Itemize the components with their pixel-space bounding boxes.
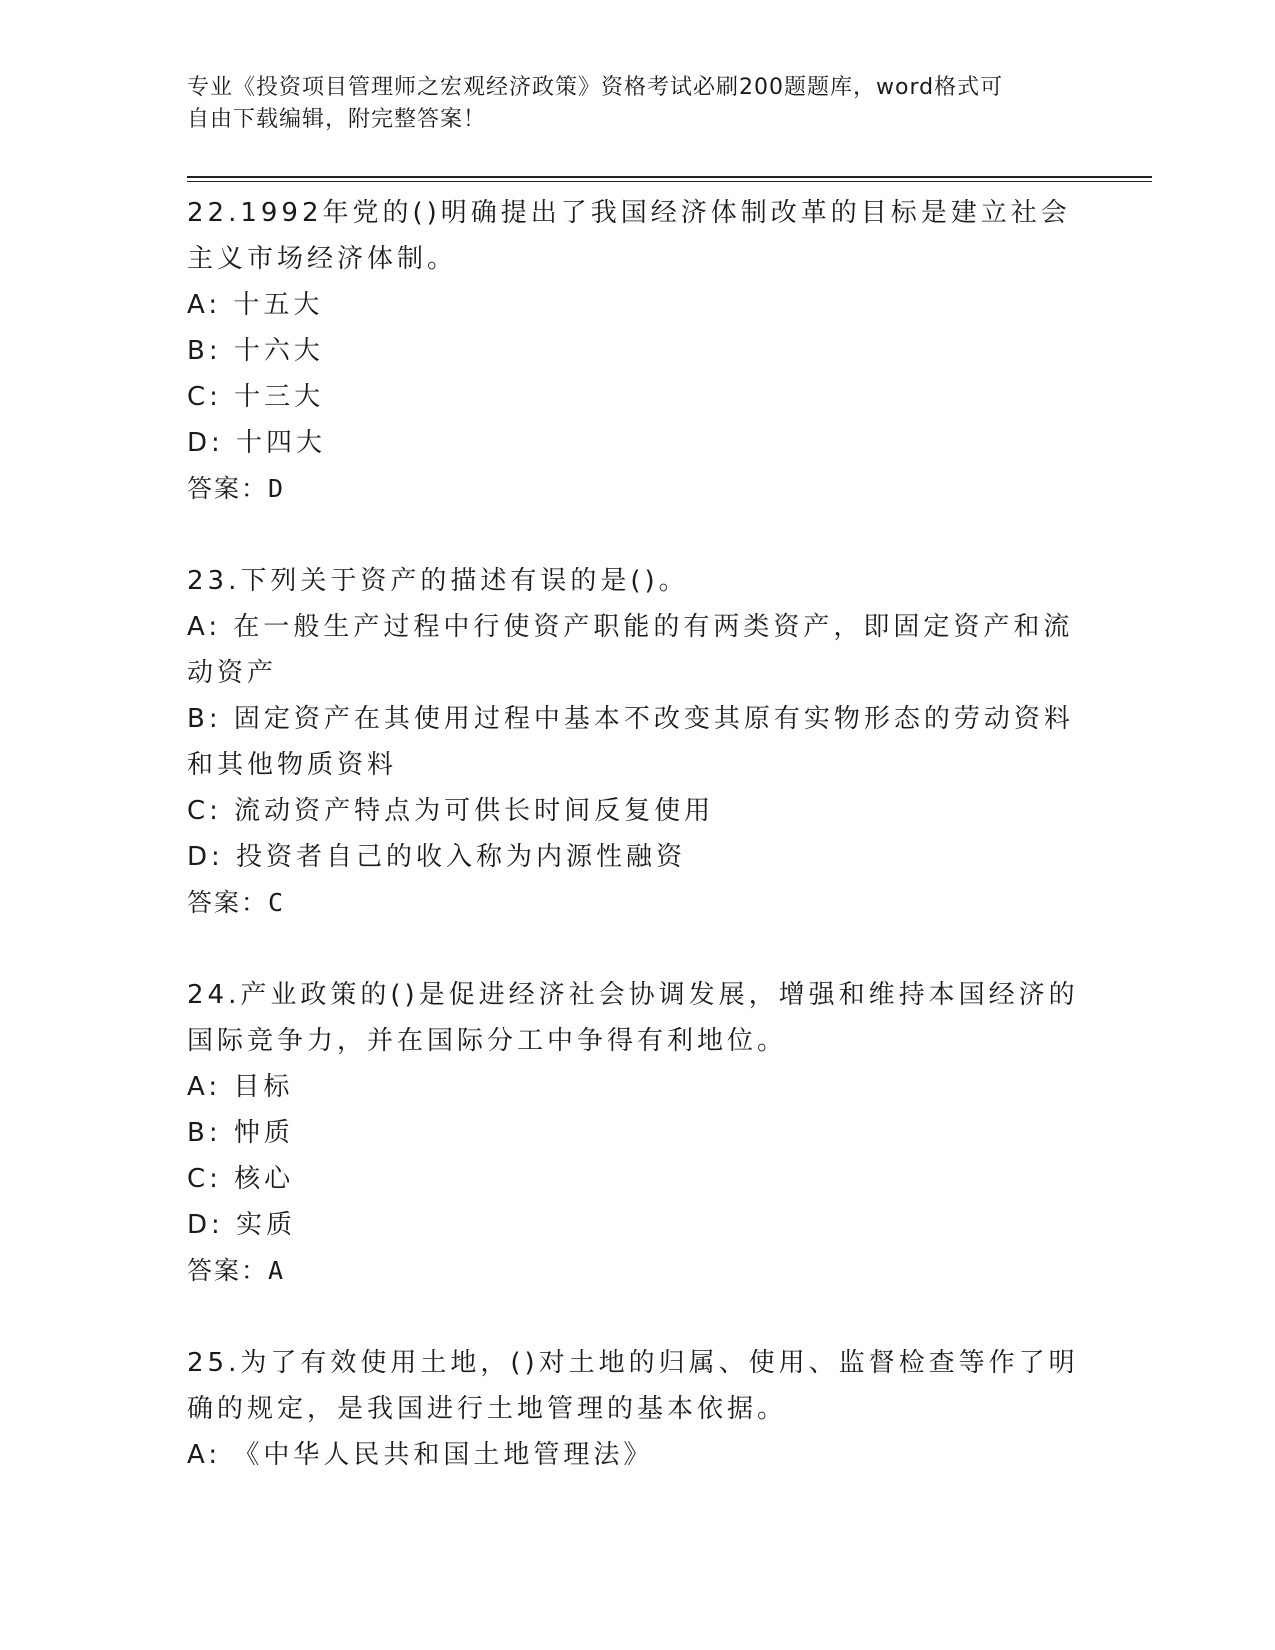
header-divider-thick xyxy=(187,176,1152,178)
option-c: C: 流动资产特点为可供长时间反复使用 xyxy=(187,796,715,826)
document-header xyxy=(187,72,1087,136)
question-25 xyxy=(187,1340,1087,1478)
option-c: C: 十三大 xyxy=(187,382,325,412)
option-b: B: 固定资产在其使用过程中基本不改变其原有实物形态的劳动资料和其他物质资料 xyxy=(187,704,1074,780)
answer-label: 答案： xyxy=(187,888,269,917)
question-stem: 22.1992年党的()明确提出了我国经济体制改革的目标是建立社会主义市场经济体制。 xyxy=(187,198,1071,274)
question-22 xyxy=(187,190,1087,512)
header-divider-thin xyxy=(187,181,1152,182)
question-stem: 25.为了有效使用土地，()对土地的归属、使用、监督检查等作了明确的规定，是我国进行土地管理的基本依据。 xyxy=(187,1348,1079,1424)
answer-value: D xyxy=(268,474,285,503)
option-b: B: 忡质 xyxy=(187,1118,294,1148)
question-stem: 24.产业政策的()是促进经济社会协调发展，增强和维持本国经济的国际竞争力，并在国际分工中争得有利地位。 xyxy=(187,980,1079,1056)
option-d: D: 投资者自己的收入称为内源性融资 xyxy=(187,842,687,872)
header-line-1: 专业《投资项目管理师之宏观经济政策》资格考试必刷200题题库，word格式可 xyxy=(187,75,1004,100)
answer-value: A xyxy=(268,1256,285,1285)
option-d: D: 十四大 xyxy=(187,428,327,458)
option-a: A: 《中华人民共和国土地管理法》 xyxy=(187,1440,654,1470)
question-spacer xyxy=(187,512,1087,558)
option-a: A: 十五大 xyxy=(187,290,324,320)
question-spacer xyxy=(187,1294,1087,1340)
answer-label: 答案： xyxy=(187,1256,269,1285)
answer-label: 答案： xyxy=(187,474,269,503)
answer-value: C xyxy=(268,888,285,917)
option-a: A: 目标 xyxy=(187,1072,294,1102)
option-c: C: 核心 xyxy=(187,1164,295,1194)
question-list xyxy=(187,190,1087,1478)
header-line-2: 自由下载编辑，附完整答案！ xyxy=(187,107,487,132)
question-stem: 23.下列关于资产的描述有误的是()。 xyxy=(187,566,689,596)
answer-line xyxy=(187,880,1087,926)
option-d: D: 实质 xyxy=(187,1210,297,1240)
answer-line xyxy=(187,1248,1087,1294)
option-b: B: 十六大 xyxy=(187,336,324,366)
question-spacer xyxy=(187,926,1087,972)
option-a: A: 在一般生产过程中行使资产职能的有两类资产，即固定资产和流动资产 xyxy=(187,612,1074,688)
question-23 xyxy=(187,558,1087,926)
answer-line xyxy=(187,466,1087,512)
question-24 xyxy=(187,972,1087,1294)
